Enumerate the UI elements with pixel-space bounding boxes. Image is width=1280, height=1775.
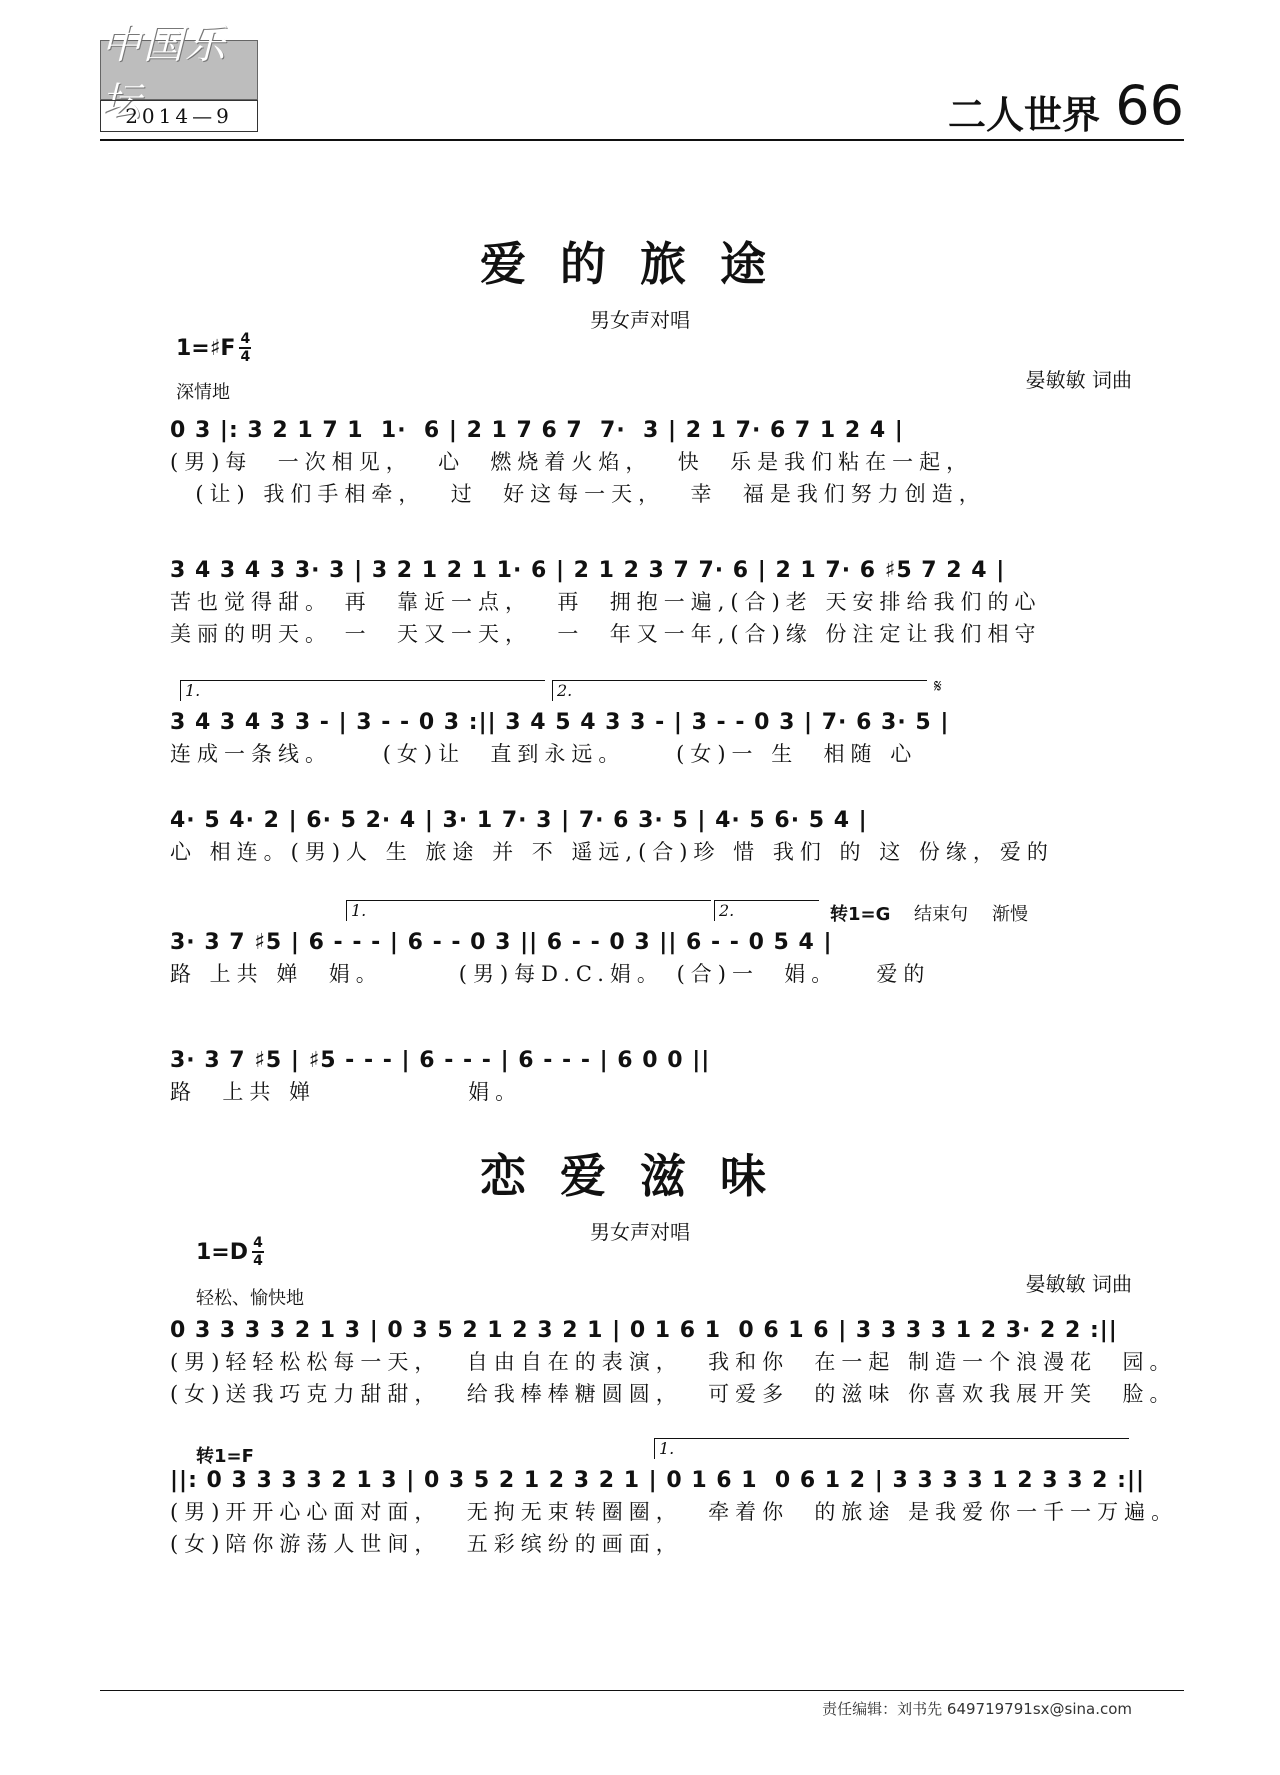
ritardando-label: 渐慢 — [992, 904, 1028, 925]
song1-title: 爱的旅途 — [480, 237, 800, 291]
second-ending: 2. — [714, 900, 819, 921]
notation-line: 3· 3 7 ♯5 | ♯5 - - - | 6 - - - | 6 - - - | 6 0 0 || — [170, 1048, 711, 1073]
song2-time-signature: $\frac{4}{4}$ — [253, 1235, 263, 1269]
header-rule — [100, 139, 1184, 141]
lyric-line: (女)送我巧克力甜甜， 给我棒棒糖圆圆， 可爱多 的滋味 你喜欢我展开笑 脸。 — [170, 1382, 1177, 1406]
segno-sign: 𝄋 — [934, 676, 942, 697]
notation-line: 0 3 |: 3 2 1 7 1 1· 6 | 2 1 7 6 7 7· 3 | 2 1 7· 6 7 1 2 4 | — [170, 418, 904, 443]
page-number: 66 — [1115, 74, 1184, 137]
lyric-line: (男)开开心心面对面， 无拘无束转圈圈， 牵着你 的旅途 是我爱你一千一万遍。 — [170, 1500, 1179, 1524]
lyric-line: (男)每 一次相见， 心 燃烧着火焰， 快 乐是我们粘在一起， — [170, 450, 974, 474]
coda-label: 结束句 — [914, 904, 968, 925]
footer-rule — [100, 1690, 1184, 1691]
notation-line: 4· 5 4· 2 | 6· 5 2· 4 | 3· 1 7· 3 | 7· 6 3· 5 | 4· 5 6· 5 4 | — [170, 808, 868, 833]
song1-subtitle: 男女声对唱 — [590, 308, 690, 332]
lyric-line: 苦也觉得甜。 再 靠近一点， 再 拥抱一遍,(合)老 天安排给我们的心 — [170, 590, 1042, 614]
lyric-line: (女)陪你游荡人世间， 五彩缤纷的画面， — [170, 1532, 683, 1556]
modulation-mark: 转1=G — [830, 904, 891, 925]
modulation-mark: 转1=F — [196, 1446, 254, 1467]
song1-system-4 — [170, 806, 1132, 868]
song1-system-3 — [170, 708, 1132, 770]
lyric-line: 美丽的明天。 一 天又一天， 一 年又一年,(合)缘 份注定让我们相守 — [170, 622, 1042, 646]
song1-time-signature: $\frac{4}{4}$ — [240, 331, 251, 365]
first-ending: 1. — [654, 1438, 1129, 1459]
notation-line: 0 3 3 3 3 2 1 3 | 0 3 5 2 1 2 3 2 1 | 0 1 6 1 0 6 1 6 | 3 3 3 3 1 2 3· 2 2 :|| — [170, 1318, 1118, 1343]
editor-credit: 责任编辑：刘书先 649719791sx@sina.com — [822, 1700, 1132, 1718]
lyric-line: 连成一条线。 (女)让 直到永远。 (女)一 生 相随 心 — [170, 742, 918, 766]
lyric-line: (男)轻轻松松每一天， 自由自在的表演， 我和你 在一起 制造一个浪漫花 园。 — [170, 1350, 1177, 1374]
lyric-line: (让) 我们手相牵， 过 好这每一天， 幸 福是我们努力创造， — [170, 482, 986, 506]
song1-key: 1=♯F — [176, 335, 236, 361]
issue-number: 2014—9 — [100, 100, 258, 132]
lyric-line: 路 上共 婵 娟。 — [170, 1080, 523, 1104]
first-ending: 1. — [180, 680, 545, 701]
first-ending: 1. — [346, 900, 711, 921]
lyric-line: 心 相连。(男)人 生 旅途 并 不 遥远,(合)珍 惜 我们 的 这 份缘，爱的 — [170, 840, 1054, 864]
song2-system-1 — [170, 1316, 1177, 1410]
notation-line: ||: 0 3 3 3 3 2 1 3 | 0 3 5 2 1 2 3 2 1 | 0 1 6 1 0 6 1 2 | 3 3 3 3 1 2 3 3 2 :|| — [170, 1468, 1146, 1493]
lyric-line: 路 上共 婵 娟。 (男)每D.C.娟。 (合)一 娟。 爱的 — [170, 962, 931, 986]
song1-key-signature — [176, 332, 251, 364]
second-ending: 2. — [552, 680, 927, 701]
song2-key: 1=D — [196, 1239, 249, 1265]
song1-system-5 — [170, 928, 1132, 990]
section-title: 二人世界 — [947, 93, 1100, 137]
song2-system-2 — [170, 1466, 1179, 1560]
song1-credit: 晏敏敏 词曲 — [1025, 368, 1132, 392]
song2-subtitle: 男女声对唱 — [590, 1220, 690, 1244]
song1-system-2 — [170, 556, 1132, 650]
song2-title: 恋爱滋味 — [480, 1149, 800, 1203]
song1-system-6 — [170, 1046, 1132, 1108]
notation-line: 3 4 3 4 3 3 - | 3 - - 0 3 :|| 3 4 5 4 3 3 - | 3 - - 0 3 | 7· 6 3· 5 | — [170, 710, 950, 735]
song2-credit: 晏敏敏 词曲 — [1025, 1272, 1132, 1296]
song2-tempo: 轻松、愉快地 — [196, 1288, 304, 1309]
notation-line: 3· 3 7 ♯5 | 6 - - - | 6 - - 0 3 || 6 - - 0 3 || 6 - - 0 5 4 | — [170, 930, 833, 955]
song1-tempo: 深情地 — [176, 382, 230, 403]
notation-line: 3 4 3 4 3 3· 3 | 3 2 1 2 1 1· 6 | 2 1 2 3 7 7· 6 | 2 1 7· 6 ♯5 7 2 4 | — [170, 558, 1006, 583]
song1-system-1 — [170, 416, 1132, 510]
song2-key-signature — [196, 1236, 264, 1268]
magazine-logo-text: 中国乐坛 — [101, 22, 227, 125]
